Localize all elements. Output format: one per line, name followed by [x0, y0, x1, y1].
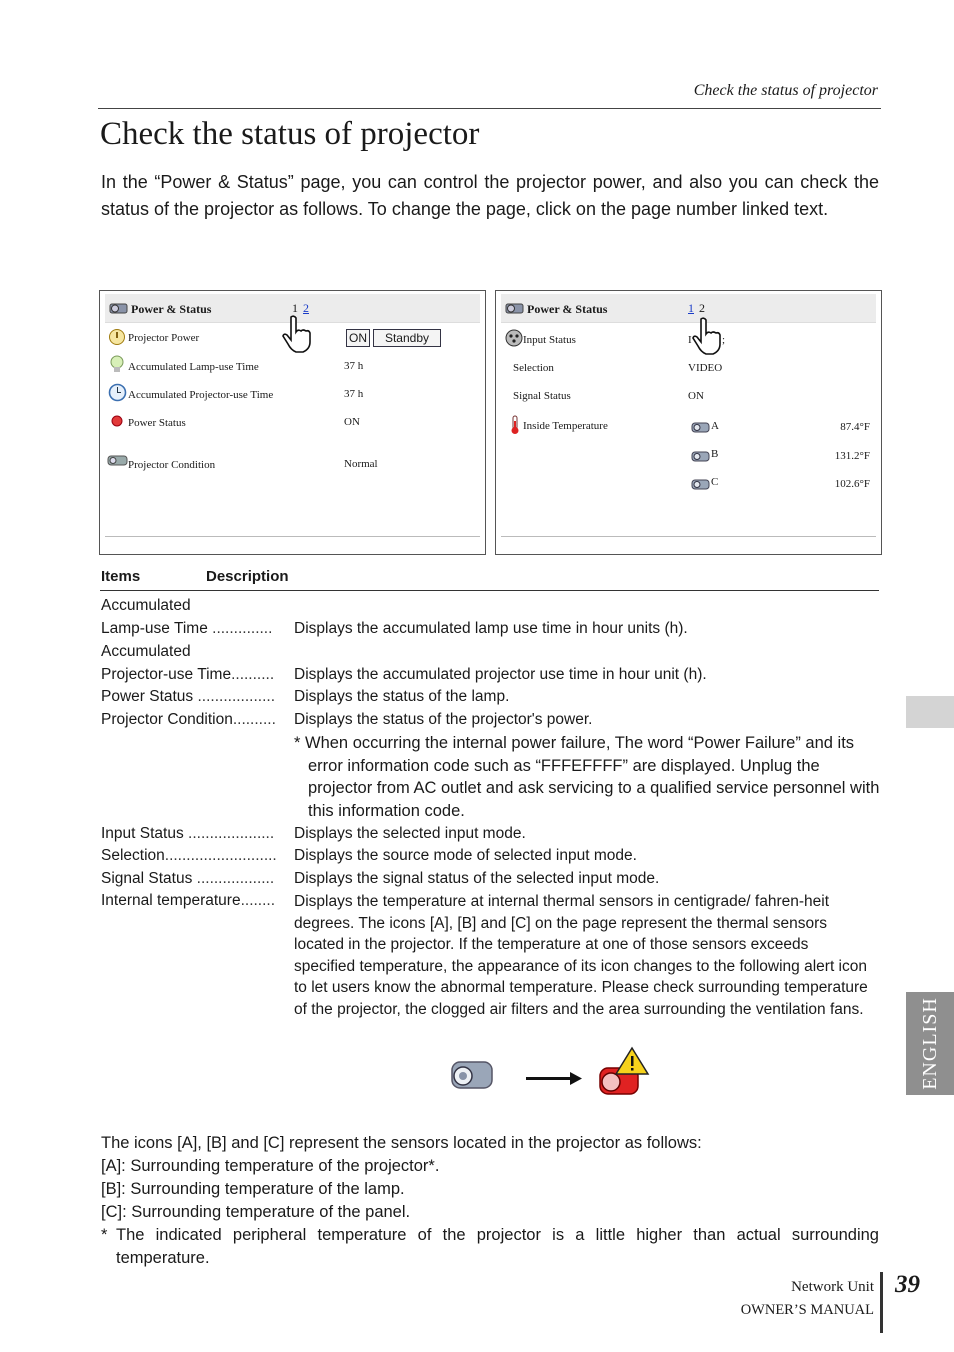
desc-projector-condition: Displays the status of the projector's power. — [294, 711, 593, 728]
signal-status-value: ON — [688, 390, 704, 402]
sensor-b-value: 131.2°F — [834, 450, 870, 462]
sensor-a-line: [A]: Surrounding temperature of the projector*. — [101, 1157, 440, 1175]
item-lamp-use-time — [101, 620, 272, 638]
clock-icon — [108, 383, 127, 402]
item-lamp-use-line1: Accumulated — [101, 597, 191, 614]
normal-sensor-icon — [452, 1062, 492, 1088]
standby-button[interactable]: Standby — [373, 329, 441, 347]
power-status-value: ON — [344, 416, 360, 428]
screen-title: Power & Status — [131, 302, 212, 316]
item-name: Signal Status — [101, 870, 193, 887]
sensor-intro-line: The icons [A], [B] and [C] represent the sensors located in the projector as follows: — [101, 1134, 702, 1152]
sensor-c-label: C — [711, 476, 719, 488]
item-internal-temperature — [101, 892, 275, 910]
projector-condition-icon — [107, 454, 129, 468]
column-header-description: Description — [206, 568, 289, 585]
sensor-c-line: [C]: Surrounding temperature of the panel. — [101, 1203, 411, 1221]
desc-signal-status: Displays the signal status of the selected input mode. — [294, 870, 660, 887]
item-signal-status — [101, 870, 274, 888]
red-dot-icon — [111, 415, 123, 427]
language-tab — [906, 992, 954, 1095]
dot-leader: .................... — [183, 825, 275, 842]
power-failure-note: * When occurring the internal power failure, The word “Power Failure” and its error information code such as “FFFEFFFF” are displayed. Unplug the projector from AC outlet and ask servicing to a qualified service personnel with this information code. — [294, 734, 880, 820]
section-tab-marker — [906, 696, 954, 728]
inside-temperature-label: Inside Temperature — [523, 420, 608, 432]
page-number-1: 1 — [292, 301, 298, 315]
on-button[interactable]: ON — [346, 329, 370, 347]
item-name: Input Status — [101, 825, 184, 842]
screen-footer-rule — [105, 536, 480, 537]
sensor-b-line: [B]: Surrounding temperature of the lamp. — [101, 1180, 405, 1198]
signal-status-label: Signal Status — [513, 390, 571, 402]
item-selection — [101, 847, 277, 865]
item-input-status — [101, 825, 274, 843]
item-name: Power Status — [101, 688, 194, 705]
footer-rule — [880, 1272, 883, 1333]
item-name: Projector Condition — [101, 711, 233, 728]
power-icon — [108, 328, 126, 346]
projector-power-label: Projector Power — [128, 332, 200, 344]
projector-condition-value: Normal — [344, 458, 378, 470]
alert-sensor-icon — [600, 1048, 648, 1094]
page-title: Check the status of projector — [100, 116, 480, 152]
power-status-screen-page1 — [99, 290, 486, 555]
footer-owners-manual: OWNER’S MANUAL — [740, 1302, 874, 1318]
intro-paragraph: In the “Power & Status” page, you can control the projector power, and also you can check the status of the projector as follows. To change the page, click on the page number linked text. — [101, 172, 879, 219]
column-header-items: Items — [101, 568, 141, 585]
sensor-b-icon — [691, 448, 711, 464]
input-status-label: Input Status — [523, 334, 576, 346]
desc-selection: Displays the source mode of selected input mode. — [294, 847, 637, 864]
arrow-icon — [526, 1072, 582, 1085]
dot-leader: .......... — [231, 666, 275, 683]
item-name: Selection — [101, 847, 165, 864]
page-link-1[interactable]: 1 — [688, 301, 694, 315]
dot-leader: .................. — [193, 688, 276, 705]
bulb-icon — [110, 355, 124, 375]
footnote-mark: * — [101, 1226, 108, 1244]
lamp-use-time-value: 37 h — [344, 360, 364, 372]
item-projector-use-line1: Accumulated — [101, 643, 191, 660]
temperature-alert-illustration — [446, 1046, 656, 1106]
language-tab-label: ENGLISH — [919, 997, 941, 1090]
dot-leader: ........ — [240, 892, 276, 909]
page-link-2[interactable]: 2 — [303, 301, 309, 315]
projector-icon — [504, 299, 526, 317]
input-status-value: I — [688, 334, 692, 346]
desc-power-status: Displays the status of the lamp. — [294, 688, 510, 705]
projector-use-time-value: 37 h — [344, 388, 364, 400]
selection-value: VIDEO — [688, 362, 723, 374]
power-status-label: Power Status — [128, 417, 186, 429]
input-connector-icon — [505, 329, 523, 347]
screen-footer-rule — [501, 536, 876, 537]
item-name: Projector-use Time — [101, 666, 232, 683]
sensor-footnote: The indicated peripheral temperature of the projector is a little higher than actual surrounding temperature. — [116, 1226, 879, 1267]
dot-leader: .................. — [192, 870, 275, 887]
item-projector-use-time — [101, 666, 274, 684]
sensor-c-icon — [691, 476, 711, 492]
dot-leader: .......... — [232, 711, 276, 728]
page-number-2: 2 — [699, 301, 705, 315]
lamp-use-time-label: Accumulated Lamp-use Time — [128, 361, 259, 373]
sensor-c-value: 102.6°F — [834, 478, 870, 490]
desc-input-status: Displays the selected input mode. — [294, 825, 526, 842]
dot-leader: .............. — [207, 620, 273, 637]
thermometer-icon — [510, 415, 520, 435]
desc-projector-use-time: Displays the accumulated projector use time in hour unit (h). — [294, 666, 707, 683]
projector-condition-label: Projector Condition — [128, 459, 216, 471]
item-name: Lamp-use Time — [101, 620, 208, 637]
hand-cursor-icon — [281, 314, 313, 354]
item-projector-condition — [101, 711, 276, 729]
power-status-screen-page2 — [495, 290, 882, 555]
page-number: 39 — [895, 1271, 920, 1298]
selection-label: Selection — [513, 362, 554, 374]
item-name: Internal temperature — [101, 892, 241, 909]
sensor-a-icon — [691, 419, 711, 435]
sensor-a-label: A — [711, 420, 719, 432]
header-rule — [98, 108, 881, 109]
projector-use-time-label: Accumulated Projector-use Time — [128, 389, 274, 401]
running-header: Check the status of projector — [693, 82, 878, 99]
table-header-rule — [100, 590, 879, 591]
dot-leader: .......................... — [164, 847, 277, 864]
desc-lamp-use-time: Displays the accumulated lamp use time in hour units (h). — [294, 620, 688, 637]
screen-title-bar — [501, 294, 876, 323]
item-power-status — [101, 688, 275, 706]
projector-icon — [108, 299, 130, 317]
input-status-value-tail: ; — [722, 334, 726, 346]
screen-title: Power & Status — [527, 302, 608, 316]
hand-cursor-icon — [691, 316, 726, 356]
desc-internal-temperature: Displays the temperature at internal thermal sensors in centigrade/ fahren-heit degrees. The icons [A], [B] and [C] on the page represent the thermal sensors located in the projector. If the temperature at one of those sensors exceeds specified temperature, the appearance of its icon changes to the following alert icon to let users know the abnormal temperature. Please check surrounding temperature of the projector, the clogged air filters and the area surrounding the ventilation fans. — [294, 893, 868, 1018]
sensor-b-label: B — [711, 448, 719, 460]
sensor-a-value: 87.4°F — [840, 421, 870, 433]
footer-network-unit: Network Unit — [791, 1279, 874, 1295]
